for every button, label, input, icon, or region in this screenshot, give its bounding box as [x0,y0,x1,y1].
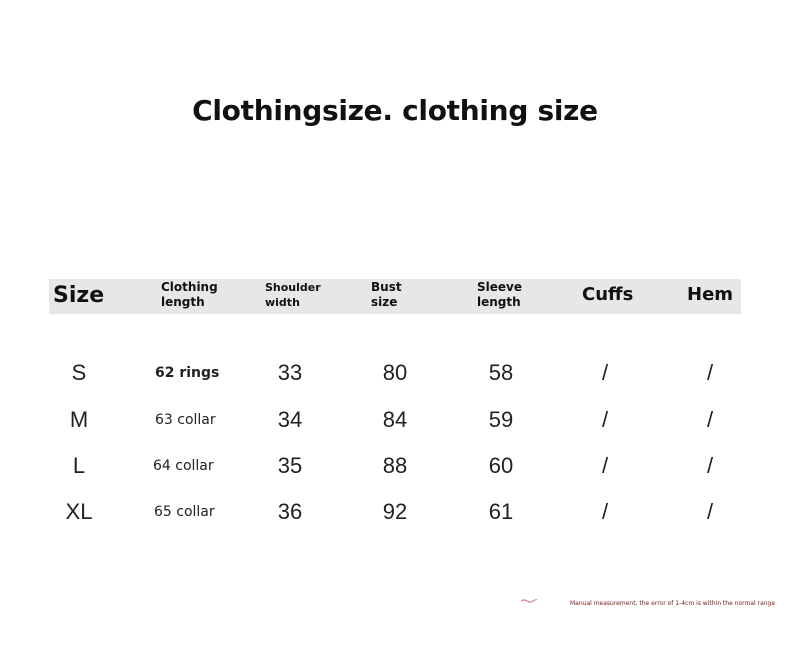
size-cell: XL [65,499,93,524]
page-title: Clothingsize. clothing size [192,94,598,127]
hem-cell: / [706,360,714,385]
cuffs-cell: / [601,499,609,524]
sleeve-cell: 59 [488,407,514,432]
hem-cell: / [706,453,714,478]
hem-cell: / [706,407,714,432]
table-row [0,358,790,388]
bust-cell: 92 [382,499,408,524]
header-clothing-length: Clothing length [161,280,218,309]
sleeve-cell: 61 [488,499,514,524]
header-hem: Hem [687,284,734,305]
hem-cell: / [706,499,714,524]
cuffs-cell: / [601,360,609,385]
bust-cell: 80 [382,360,408,385]
size-cell: L [72,453,86,478]
sleeve-cell: 58 [488,360,514,385]
header-size: Size [53,283,105,308]
table-row [0,405,790,435]
cuffs-cell: / [601,453,609,478]
clothing-length-cell: 64 collar [153,458,214,474]
shoulder-cell: 34 [277,407,303,432]
header-bust-size: Bust size [371,280,402,309]
clothing-length-cell: 63 collar [155,412,216,428]
size-cell: S [71,360,87,385]
sleeve-cell: 60 [488,453,514,478]
table-row [0,497,790,527]
clothing-length-cell: 62 rings [155,365,220,381]
table-row [0,451,790,481]
stamp-mark-icon [520,598,538,604]
shoulder-cell: 36 [277,499,303,524]
bust-cell: 88 [382,453,408,478]
bust-cell: 84 [382,407,408,432]
cuffs-cell: / [601,407,609,432]
size-cell: M [69,407,89,432]
header-shoulder-width: Shoulder width [265,281,321,309]
header-sleeve-length: Sleeve length [477,280,522,309]
measurement-note: Manual measurement, the error of 1-4cm is within the normal range [570,600,776,607]
shoulder-cell: 33 [277,360,303,385]
clothing-length-cell: 65 collar [154,504,215,520]
header-cuffs: Cuffs [582,284,634,305]
shoulder-cell: 35 [277,453,303,478]
